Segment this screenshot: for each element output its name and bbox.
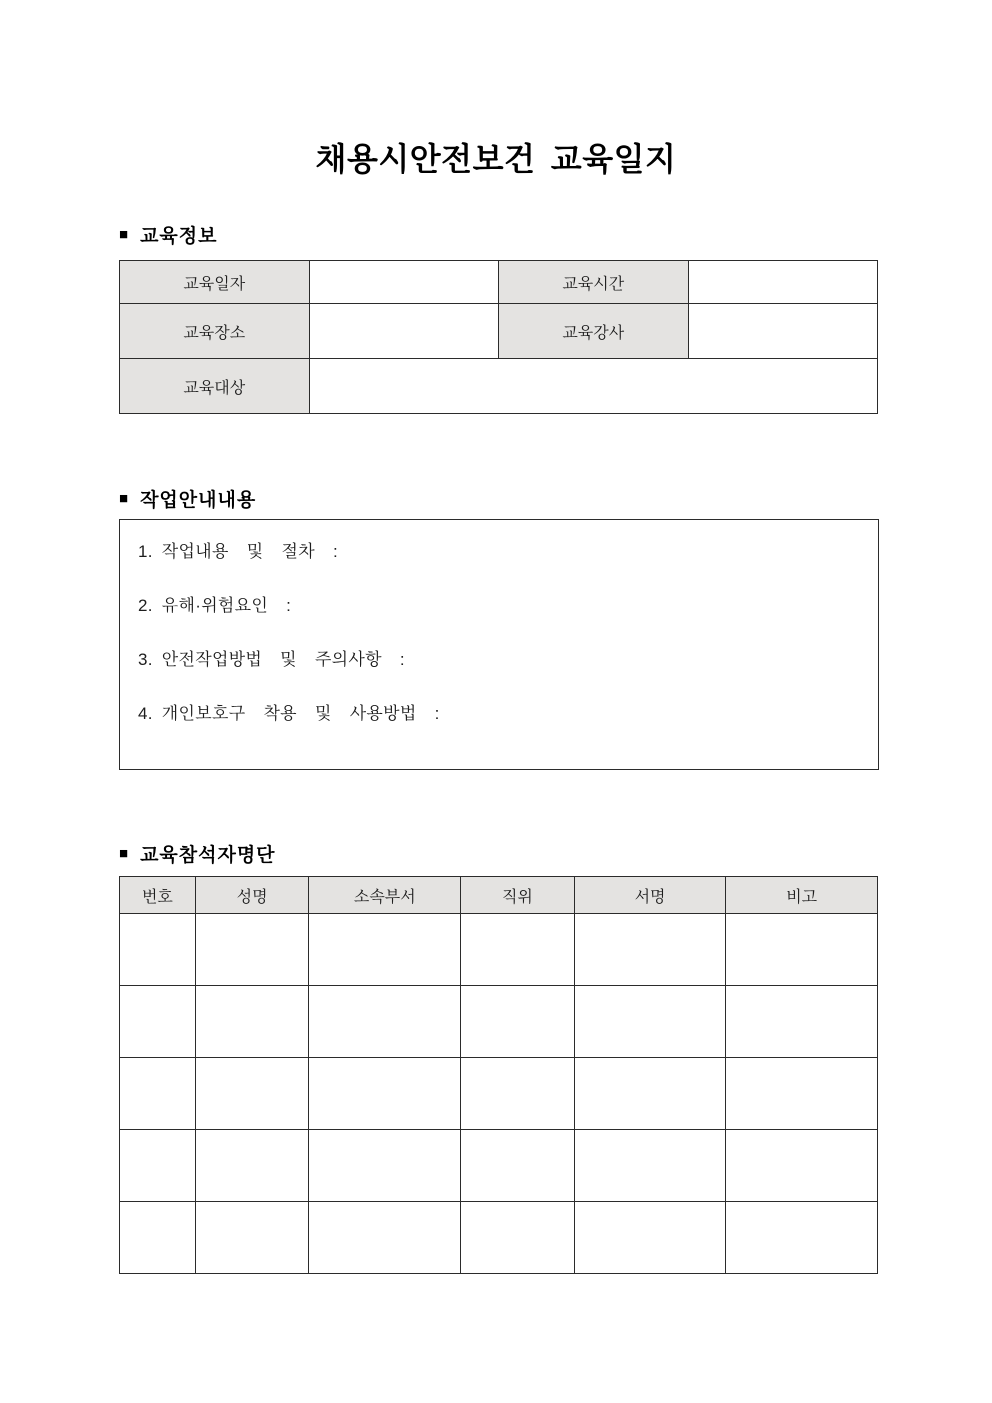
label-education-time: 교육시간 <box>499 261 689 304</box>
attendee-cell[interactable] <box>726 1202 878 1274</box>
attendee-cell[interactable] <box>195 1058 309 1130</box>
attendee-table-body <box>120 914 878 1274</box>
attendee-cell[interactable] <box>120 1202 196 1274</box>
field-education-time[interactable] <box>688 261 878 304</box>
table-row <box>120 261 878 304</box>
attendee-cell[interactable] <box>120 1130 196 1202</box>
attendee-cell[interactable] <box>574 1130 726 1202</box>
section-label: 교육정보 <box>140 226 218 247</box>
field-education-target[interactable] <box>309 359 878 414</box>
attendee-col-number: 번호 <box>120 877 196 914</box>
section-label: 작업안내내용 <box>140 490 257 511</box>
section-marker-icon: ■ <box>119 845 130 862</box>
section-header-work-guide <box>119 485 256 512</box>
work-item-content-procedure: 1. 작업내용 및 절차 : <box>138 542 339 561</box>
attendee-cell[interactable] <box>195 1130 309 1202</box>
attendee-cell[interactable] <box>461 986 575 1058</box>
page-title: 채용시안전보건 교육일지 <box>315 141 677 177</box>
section-marker-icon: ■ <box>119 490 130 507</box>
table-row <box>120 359 878 414</box>
attendee-cell[interactable] <box>726 1058 878 1130</box>
attendee-col-position: 직위 <box>461 877 575 914</box>
attendee-row <box>120 986 878 1058</box>
label-education-date: 교육일자 <box>120 261 310 304</box>
work-item-ppe-usage: 4. 개인보호구 착용 및 사용방법 : <box>138 704 440 723</box>
attendee-cell[interactable] <box>726 914 878 986</box>
section-label: 교육참석자명단 <box>140 845 276 866</box>
attendee-cell[interactable] <box>574 1202 726 1274</box>
section-marker-icon: ■ <box>119 226 130 243</box>
attendee-cell[interactable] <box>120 1058 196 1130</box>
attendee-cell[interactable] <box>574 986 726 1058</box>
attendee-cell[interactable] <box>309 914 461 986</box>
attendee-cell[interactable] <box>574 1058 726 1130</box>
attendee-row <box>120 1058 878 1130</box>
table-row <box>120 304 878 359</box>
attendee-cell[interactable] <box>574 914 726 986</box>
attendee-col-name: 성명 <box>195 877 309 914</box>
attendee-row <box>120 914 878 986</box>
work-item-hazards: 2. 유해·위험요인 : <box>138 596 292 615</box>
attendee-table <box>119 876 878 1274</box>
section-header-education-info <box>119 221 217 248</box>
label-education-target: 교육대상 <box>120 359 310 414</box>
attendee-col-note: 비고 <box>726 877 878 914</box>
attendee-col-signature: 서명 <box>574 877 726 914</box>
section-header-attendees <box>119 840 276 867</box>
attendee-cell[interactable] <box>195 1202 309 1274</box>
attendee-cell[interactable] <box>195 986 309 1058</box>
attendee-cell[interactable] <box>461 1130 575 1202</box>
field-education-date[interactable] <box>309 261 499 304</box>
attendee-row <box>120 1202 878 1274</box>
label-education-instructor: 교육강사 <box>499 304 689 359</box>
attendee-cell[interactable] <box>309 1202 461 1274</box>
attendee-cell[interactable] <box>309 1058 461 1130</box>
education-info-table <box>119 260 878 414</box>
attendee-cell[interactable] <box>726 1130 878 1202</box>
attendee-cell[interactable] <box>195 914 309 986</box>
label-education-place: 교육장소 <box>120 304 310 359</box>
attendee-cell[interactable] <box>461 1202 575 1274</box>
attendee-cell[interactable] <box>309 1130 461 1202</box>
field-education-place[interactable] <box>309 304 499 359</box>
field-education-instructor[interactable] <box>688 304 878 359</box>
attendee-cell[interactable] <box>120 914 196 986</box>
attendee-cell[interactable] <box>461 914 575 986</box>
work-item-safe-methods: 3. 안전작업방법 및 주의사항 : <box>138 650 405 669</box>
attendee-col-department: 소속부서 <box>309 877 461 914</box>
work-guide-box[interactable] <box>119 519 879 770</box>
attendee-cell[interactable] <box>726 986 878 1058</box>
attendee-row <box>120 1130 878 1202</box>
attendee-cell[interactable] <box>309 986 461 1058</box>
attendee-cell[interactable] <box>461 1058 575 1130</box>
attendee-header-row <box>120 877 878 914</box>
attendee-cell[interactable] <box>120 986 196 1058</box>
